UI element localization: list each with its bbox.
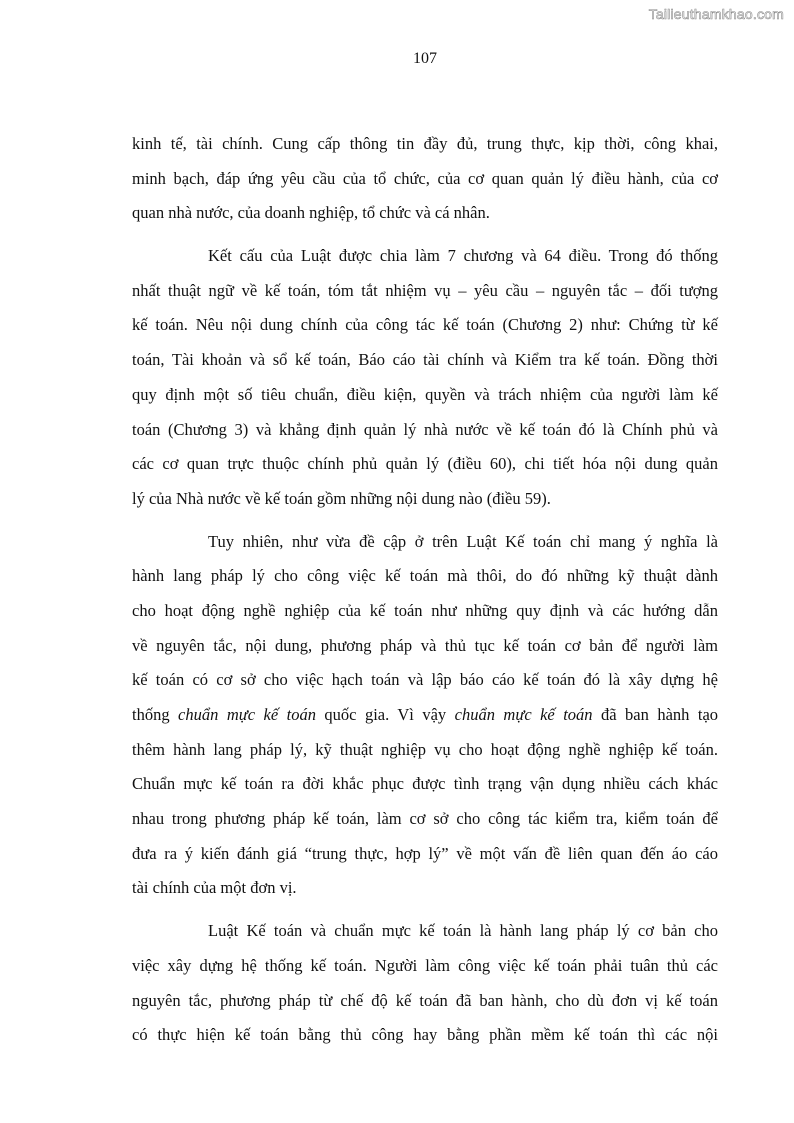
text-line: toán, Tài khoản và sổ kế toán, Báo cáo tài chính và Kiểm tra kế toán. Đồng thời	[132, 350, 718, 370]
text-line: lý của Nhà nước về kế toán gồm những nội dung nào (điều 59).	[132, 488, 551, 508]
paragraph-1	[132, 131, 718, 235]
italic-term: chuẩn mực kế toán	[454, 705, 593, 724]
text-line: về nguyên tắc, nội dung, phương pháp và thủ tục kế toán cơ bản để người làm	[132, 635, 718, 655]
paragraph-2	[132, 243, 718, 521]
text-line: nguyên tắc, phương pháp từ chế độ kế toán đã ban hành, cho dù đơn vị kế toán	[132, 990, 718, 1010]
text-line: đưa ra ý kiến đánh giá “trung thực, hợp lý” về một vấn đề liên quan đến áo cáo	[132, 843, 718, 863]
text-line: quan nhà nước, của doanh nghiệp, tổ chức và cá nhân.	[132, 203, 490, 223]
text-line: Luật Kế toán và chuẩn mực kế toán là hành lang pháp lý cơ bản cho	[208, 921, 718, 941]
text-line: Tuy nhiên, như vừa đề cập ở trên Luật Kế toán chỉ mang ý nghĩa là	[208, 531, 718, 551]
text-line: hành lang pháp lý cho công việc kế toán mà thôi, do đó những kỹ thuật dành	[132, 566, 718, 586]
text-segment: đã ban hành tạo	[592, 705, 719, 724]
text-line: thêm hành lang pháp lý, kỹ thuật nghiệp vụ cho hoạt động nghề nghiệp kế toán.	[132, 739, 718, 759]
text-segment: thống	[132, 705, 179, 724]
text-line: kế toán có cơ sở cho việc hạch toán và lập báo cáo kế toán đó là xây dựng hệ	[132, 670, 718, 690]
text-line: tài chính của một đơn vị.	[132, 878, 297, 898]
watermark-text: Tailieuthamkhao.com	[648, 6, 784, 22]
text-line: Kết cấu của Luật được chia làm 7 chương và 64 điều. Trong đó thống	[208, 246, 718, 266]
text-line: nhau trong phương pháp kế toán, làm cơ sở cho công tác kiểm tra, kiểm toán để	[132, 809, 718, 829]
paragraph-4	[132, 918, 718, 1057]
text-line: nhất thuật ngữ về kế toán, tóm tắt nhiệm vụ – yêu cầu – nguyên tắc – đối tượng	[132, 280, 718, 300]
text-line: các cơ quan trực thuộc chính phủ quản lý (điều 60), chi tiết hóa nội dung quản	[132, 454, 718, 474]
page-number: 107	[413, 50, 437, 67]
text-line: việc xây dựng hệ thống kế toán. Người làm công việc kế toán phải tuân thủ các	[132, 955, 718, 975]
text-line: kinh tế, tài chính. Cung cấp thông tin đầy đủ, trung thực, kịp thời, công khai,	[132, 134, 718, 153]
text-line: Chuẩn mực kế toán ra đời khắc phục được tình trạng vận dụng nhiều cách khác	[132, 774, 718, 794]
text-segment: quốc gia. Vì vậy	[315, 705, 455, 724]
italic-term: chuẩn mực kế toán	[178, 705, 316, 724]
document-body	[132, 131, 718, 1057]
text-line: quy định một số tiêu chuẩn, điều kiện, quyền và trách nhiệm của người làm kế	[132, 384, 718, 404]
paragraph-3	[132, 529, 718, 911]
text-line: minh bạch, đáp ứng yêu cầu của tổ chức, của cơ quan quản lý điều hành, của cơ	[132, 168, 718, 188]
text-line: có thực hiện kế toán bằng thủ công hay bằng phần mềm kế toán thì các nội	[132, 1025, 718, 1045]
text-line: kế toán. Nêu nội dung chính của công tác kế toán (Chương 2) như: Chứng từ kế	[132, 315, 718, 335]
text-line: cho hoạt động nghề nghiệp của kế toán như những quy định và các hướng dẫn	[132, 600, 718, 620]
text-line-with-italics	[132, 702, 718, 737]
text-line: toán (Chương 3) và khẳng định quản lý nhà nước về kế toán đó là Chính phủ và	[132, 419, 718, 439]
